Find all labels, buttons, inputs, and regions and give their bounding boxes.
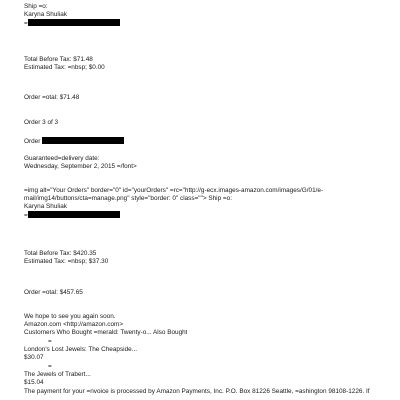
- order-number-line: [24, 137, 124, 146]
- book-price-1: $30.07: [24, 354, 44, 361]
- order-total-2: Order =otal: $457.65: [24, 289, 83, 296]
- redacted-address: [28, 211, 120, 218]
- ship-to-label-1: Ship =o:: [24, 3, 48, 10]
- redacted-address: [28, 19, 120, 26]
- order-total-1: Order =otal: $71.48: [24, 94, 80, 101]
- customers-also-bought: Customers Who Bought =merald: Twenty-o... Also Bought: [24, 329, 188, 336]
- recipient-name-1: Karyna Shuliak: [24, 11, 67, 18]
- estimated-tax-2: Estimated Tax: =nbsp; $37.30: [24, 258, 109, 265]
- payment-notice: The payment for your =nvoice is processed by Amazon Payments, Inc. P.O. Box 81226 Seattle, =ashington 98108-1226. If: [24, 388, 370, 395]
- eq-marker: =: [24, 212, 28, 219]
- estimated-tax-1: Estimated Tax: =nbsp; $0.00: [24, 64, 105, 71]
- total-before-tax-1: Total Before Tax: $71.48: [24, 56, 93, 63]
- address-line-2: [24, 211, 120, 220]
- address-line-1: [24, 19, 120, 28]
- delivery-date: Wednesday, September 2, 2015 =/font>: [24, 163, 137, 170]
- book-title-1: London's Lost Jewels: The Cheapside...: [24, 346, 138, 353]
- order-count: Order 3 of 3: [24, 119, 59, 126]
- guaranteed-delivery-label: Guaranteed=delivery date:: [24, 155, 100, 162]
- redacted-order-number: [42, 137, 124, 144]
- recipient-name-2: Karyna Shuliak: [24, 203, 67, 210]
- closing-line: We hope to see you again soon.: [24, 313, 116, 320]
- img-tag-line-2: mail/img14/buttons/cta=manage.png" style="border: 0" class=""> Ship =o:: [24, 195, 232, 202]
- order-label: Order: [24, 138, 41, 145]
- img-tag-line-1: =img alt="Your Orders" border="0" id="yourOrders" =rc="http://g-ecx.images-amazon.com/images/G/01/e-: [24, 187, 324, 194]
- eq-marker: =: [24, 20, 28, 27]
- book-title-2: The Jewels of Trabert...: [24, 371, 91, 378]
- eq-marker-3: =: [48, 338, 52, 345]
- book-price-2: $15.04: [24, 379, 44, 386]
- eq-marker-4: =: [48, 363, 52, 370]
- amazon-link-line: Amazon.com <http://amazon.com>: [24, 321, 124, 328]
- total-before-tax-2: Total Before Tax: $420.35: [24, 250, 97, 257]
